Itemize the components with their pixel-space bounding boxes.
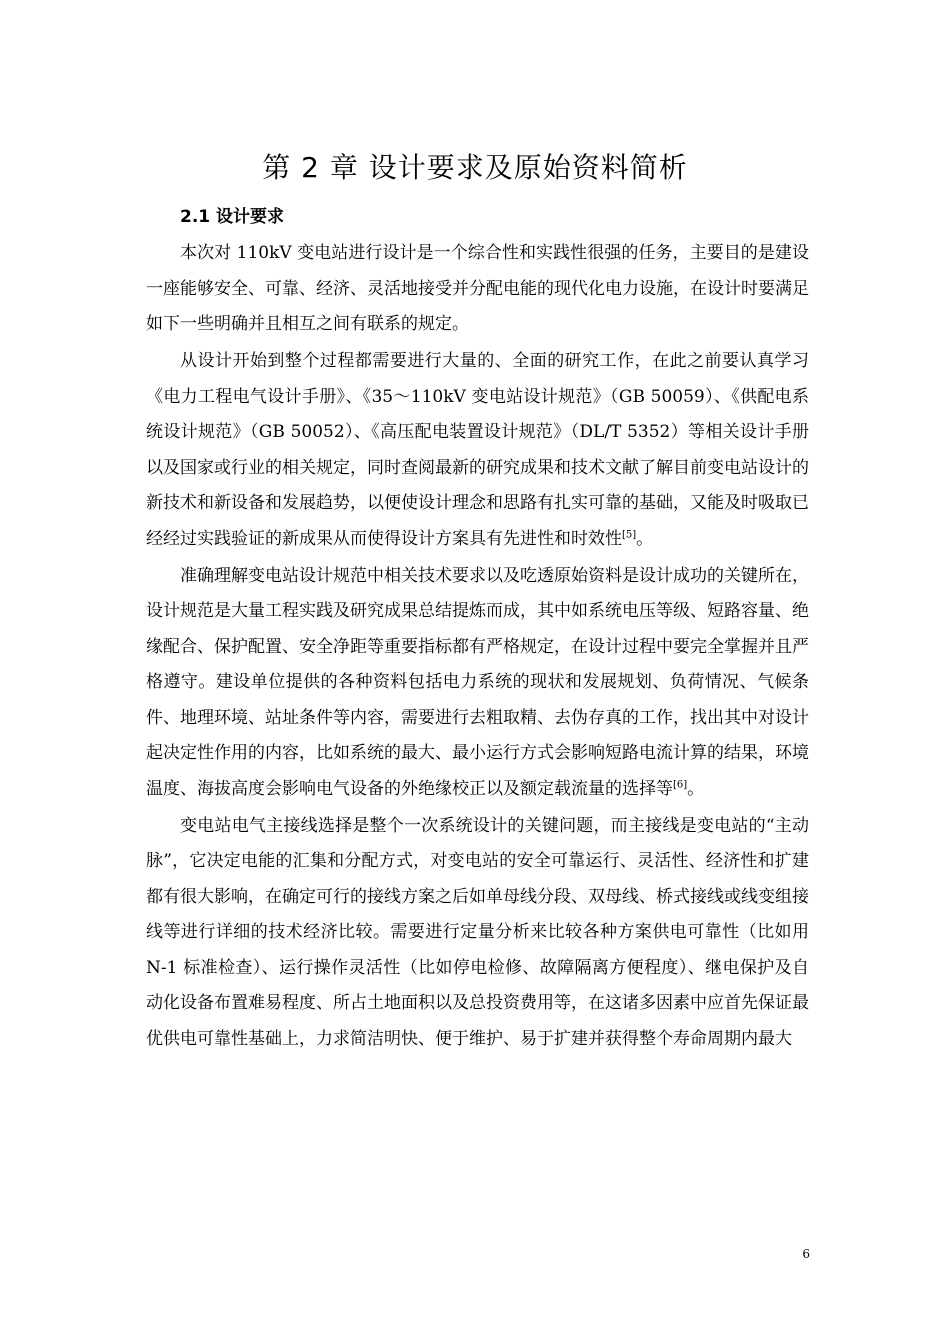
paragraph-text: 准确理解变电站设计规范中相关技术要求以及吃透原始资料是设计成功的关键所在，设计规范是大量工程实践及研究成果总结提炼而成，其中如系统电压等级、短路容量、绝缘配合、保护配置、安全净距等重要指标都有严格规定，在设计过程中要完全掌握并且严格遵守。建设单位提供的各种资料包括电力系统的现状和发展规划、负荷情况、气候条件、地理环境、站址条件等内容，需要进行去粗取精、去伪存真的工作，找出其中对设计起决定性作用的内容，比如系统的最大、最小运行方式会影响短路电流计算的结果，环境温度、海拔高度会影响电气设备的外绝缘校正以及额定载流量的选择等 [146, 565, 809, 799]
page-number: 6 [802, 1247, 810, 1261]
paragraph-tail: 。 [687, 778, 705, 799]
citation-marker: [5] [622, 528, 637, 540]
paragraph-text: 本次对 110kV 变电站进行设计是一个综合性和实践性很强的任务，主要目的是建设一座能够安全、可靠、经济、灵活地接受并分配电能的现代化电力设施，在设计时要满足如下一些明确并且相互之间有联系的规定。 [146, 243, 809, 334]
chapter-title: 第 2 章 设计要求及原始资料简析 [262, 151, 688, 184]
paragraph-4 [146, 809, 809, 1058]
citation-marker: [6] [673, 778, 688, 790]
paragraph-text: 从设计开始到整个过程都需要进行大量的、全面的研究工作，在此之前要认真学习《电力工程电气设计手册》、《35～110kV 变电站设计规范》（GB 50059）、《供配电系统设计规范》（GB 50052）、《高压配电装置设计规范》（DL/T 5352）等相关设计手册以及国家或行业的相关规定，同时查阅最新的研究成果和技术文献了解目前变电站设计的新技术和新设备和发展趋势，以便使设计理念和思路有扎实可靠的基础，又能及时吸取已经经过实践验证的新成果从而使得设计方案具有先进性和时效性 [146, 351, 809, 549]
paragraph-tail: 。 [636, 528, 654, 549]
paragraph-1 [146, 236, 809, 343]
paragraph-3 [146, 559, 809, 808]
paragraph-text: 变电站电气主接线选择是整个一次系统设计的关键问题，而主接线是变电站的“主动脉”，它决定电能的汇集和分配方式，对变电站的安全可靠运行、灵活性、经济性和扩建都有很大影响，在确定可行的接线方案之后如单母线分段、双母线、桥式接线或线变组接线等进行详细的技术经济比较。需要进行定量分析来比较各种方案供电可靠性（比如用 N-1 标准检查）、运行操作灵活性（比如停电检修、故障隔离方便程度）、继电保护及自动化设备布置难易程度、所占土地面积以及总投资费用等，在这诸多因素中应首先保证最优供电可靠性基础上，力求简洁明快、便于维护、易于扩建并获得整个寿命周期内最大 [146, 815, 809, 1049]
body-text [146, 236, 809, 1059]
paragraph-2 [146, 344, 809, 557]
section-heading: 2.1 设计要求 [180, 207, 285, 227]
